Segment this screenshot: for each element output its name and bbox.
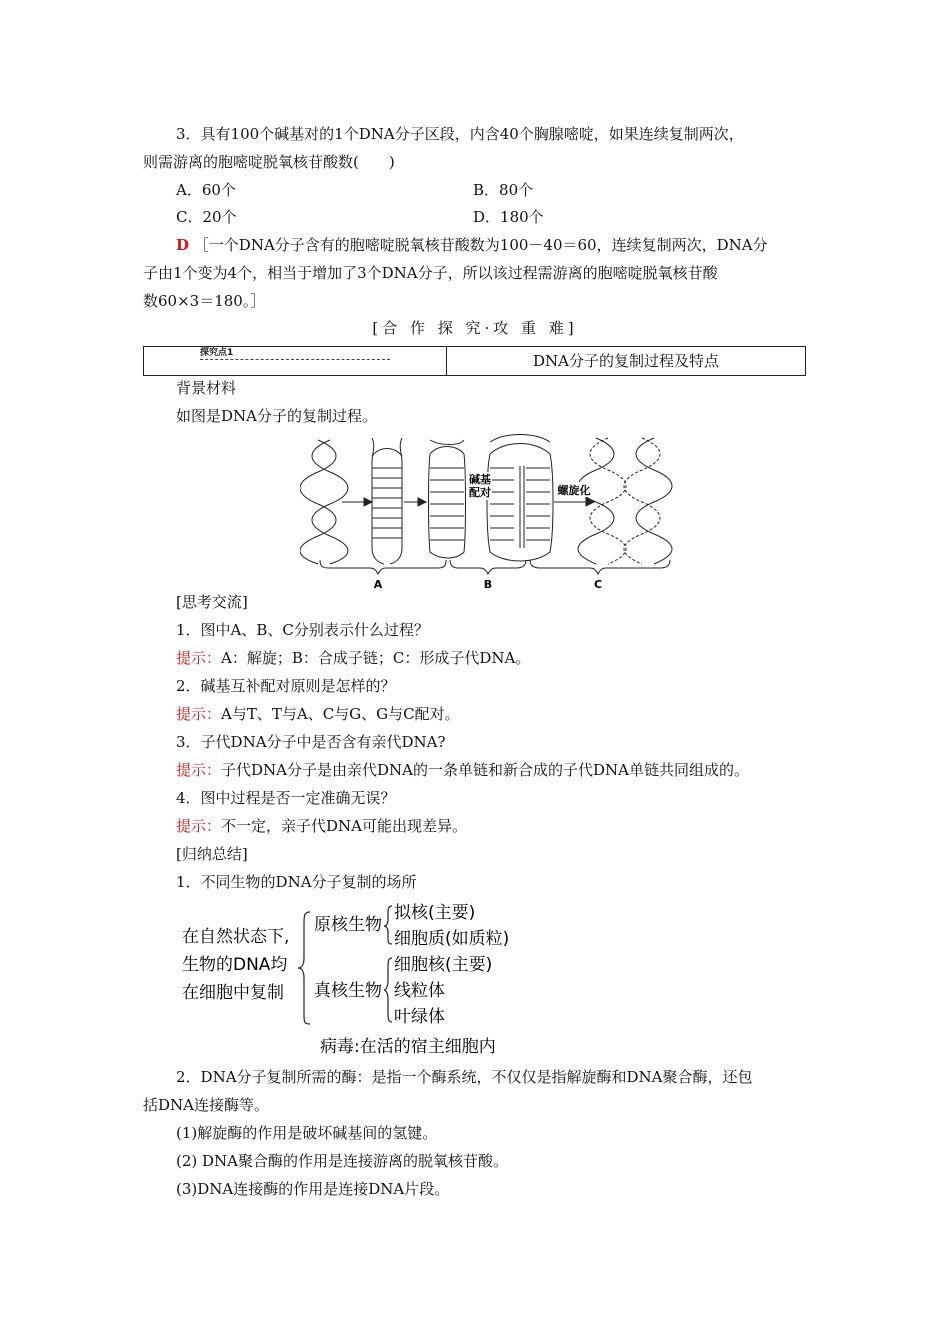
hint-text: 子代DNA分子是由亲代DNA的一条单链和新合成的子代DNA单链共同组成的。 (221, 761, 749, 779)
topic-tag-cell (144, 347, 447, 375)
virus-site: 病毒:在活的宿主细胞内 (320, 1037, 496, 1057)
eukaryote-site-3: 叶绿体 (394, 1007, 445, 1027)
hint-label: 提示： (176, 761, 222, 779)
eukaryote-site-1: 细胞核(主要) (394, 955, 493, 975)
background-heading: 背景材料 (176, 379, 237, 397)
section-title: [合 作 探 究·攻 重 难] (372, 319, 578, 337)
enzyme-1: (1)解旋酶的作用是破坏碱基间的氢键。 (176, 1124, 438, 1142)
brace-c (530, 560, 670, 574)
label-a: A (373, 578, 383, 591)
hint-4 (176, 816, 467, 836)
root-brace (298, 912, 310, 1024)
question-3: 3．子代DNA分子中是否含有亲代DNA? (176, 733, 446, 751)
option-d: D．180个 (473, 208, 544, 226)
parent-dna-helix (300, 440, 348, 564)
daughter-strand-synthesis (487, 435, 553, 562)
dna-replication-figure (300, 432, 680, 592)
answer-line1 (176, 235, 768, 255)
prokaryote-site-2: 细胞质(如质粒) (394, 929, 510, 949)
label-c: C (593, 578, 603, 591)
tree-root-line3: 在细胞中复制 (182, 983, 284, 1003)
hint-label: 提示： (176, 649, 222, 667)
option-a: A．60个 (176, 181, 236, 199)
hint-text: 不一定，亲子代DNA可能出现差异。 (221, 817, 468, 835)
eukaryote-site-2: 线粒体 (394, 981, 445, 1001)
label-pairing-2: 配对 (469, 486, 491, 499)
prok-brace (384, 906, 392, 944)
answer-line3: 数60×3＝180。］ (143, 292, 266, 310)
brace-b (450, 560, 526, 574)
question-1: 1．图中A、B、C分别表示什么过程？ (176, 621, 429, 639)
daughter-dna-helix-1 (578, 438, 626, 564)
tag-underline (200, 359, 390, 360)
discussion-heading: [思考交流] (176, 593, 248, 611)
hint-1 (176, 648, 530, 668)
prokaryote-site-1: 拟核(主要) (394, 903, 476, 923)
question-stem-line2: 则需游离的胞嘧啶脱氧核苷酸数( ) (143, 153, 395, 171)
question-2: 2．碱基互补配对原则是怎样的？ (176, 677, 396, 695)
hint-3 (176, 760, 749, 780)
topic-table (143, 346, 806, 376)
hint-text: A：解旋；B：合成子链；C：形成子代DNA。 (221, 649, 531, 667)
summary-heading: [归纳总结] (176, 845, 248, 863)
eukaryote-label: 真核生物 (314, 981, 382, 1001)
euk-brace (384, 958, 392, 1022)
label-spiral: 螺旋化 (557, 484, 591, 497)
hint-label: 提示： (176, 705, 222, 723)
answer-line2: 子由1个变为4个，相当于增加了3个DNA分子，所以该过程需游离的胞嘧啶脱氧核苷酸 (143, 264, 718, 282)
summary-point-1: 1．不同生物的DNA分子复制的场所 (176, 873, 417, 891)
summary-point-2-line2: 括DNA连接酶等。 (143, 1096, 269, 1114)
tree-root-line1: 在自然状态下, (182, 927, 290, 947)
hint-text: A与T、T与A、C与G、G与C配对。 (221, 705, 460, 723)
tree-root-line2: 生物的DNA均 (182, 955, 288, 975)
prokaryote-label: 原核生物 (314, 915, 382, 935)
option-b: B．80个 (473, 181, 534, 199)
hint-label: 提示： (176, 817, 222, 835)
summary-point-2-line1: 2．DNA分子复制所需的酶：是指一个酶系统，不仅仅是指解旋酶和DNA聚合酶，还包 (176, 1068, 753, 1086)
label-pairing-1: 碱基 (469, 473, 491, 486)
enzyme-2: (2) DNA聚合酶的作用是连接游离的脱氧核苷酸。 (176, 1152, 509, 1170)
topic-title: DNA分子的复制过程及特点 (533, 352, 719, 370)
unwinding-ladder (372, 438, 402, 564)
option-c: C．20个 (176, 208, 237, 226)
daughter-dna-helix-2 (624, 438, 672, 564)
brace-a (320, 560, 446, 574)
question-stem-line1: 3．具有100个碱基对的1个DNA分子区段，内含40个胸腺嘧啶，如果连续复制两次， (176, 125, 744, 143)
answer-text1: ［一个DNA分子含有的胞嘧啶脱氧核苷酸数为100－40＝60，连续复制两次，DNA分 (193, 236, 768, 254)
background-intro: 如图是DNA分子的复制过程。 (176, 407, 377, 425)
answer-letter: D (176, 236, 190, 254)
topic-tag: 探究点1 (200, 348, 234, 358)
label-b: B (483, 578, 493, 591)
enzyme-3: (3)DNA连接酶的作用是连接DNA片段。 (176, 1180, 450, 1198)
hint-2 (176, 704, 460, 724)
replication-bubble (429, 440, 466, 558)
replication-site-tree (176, 896, 536, 1062)
question-4: 4．图中过程是否一定准确无误？ (176, 789, 396, 807)
